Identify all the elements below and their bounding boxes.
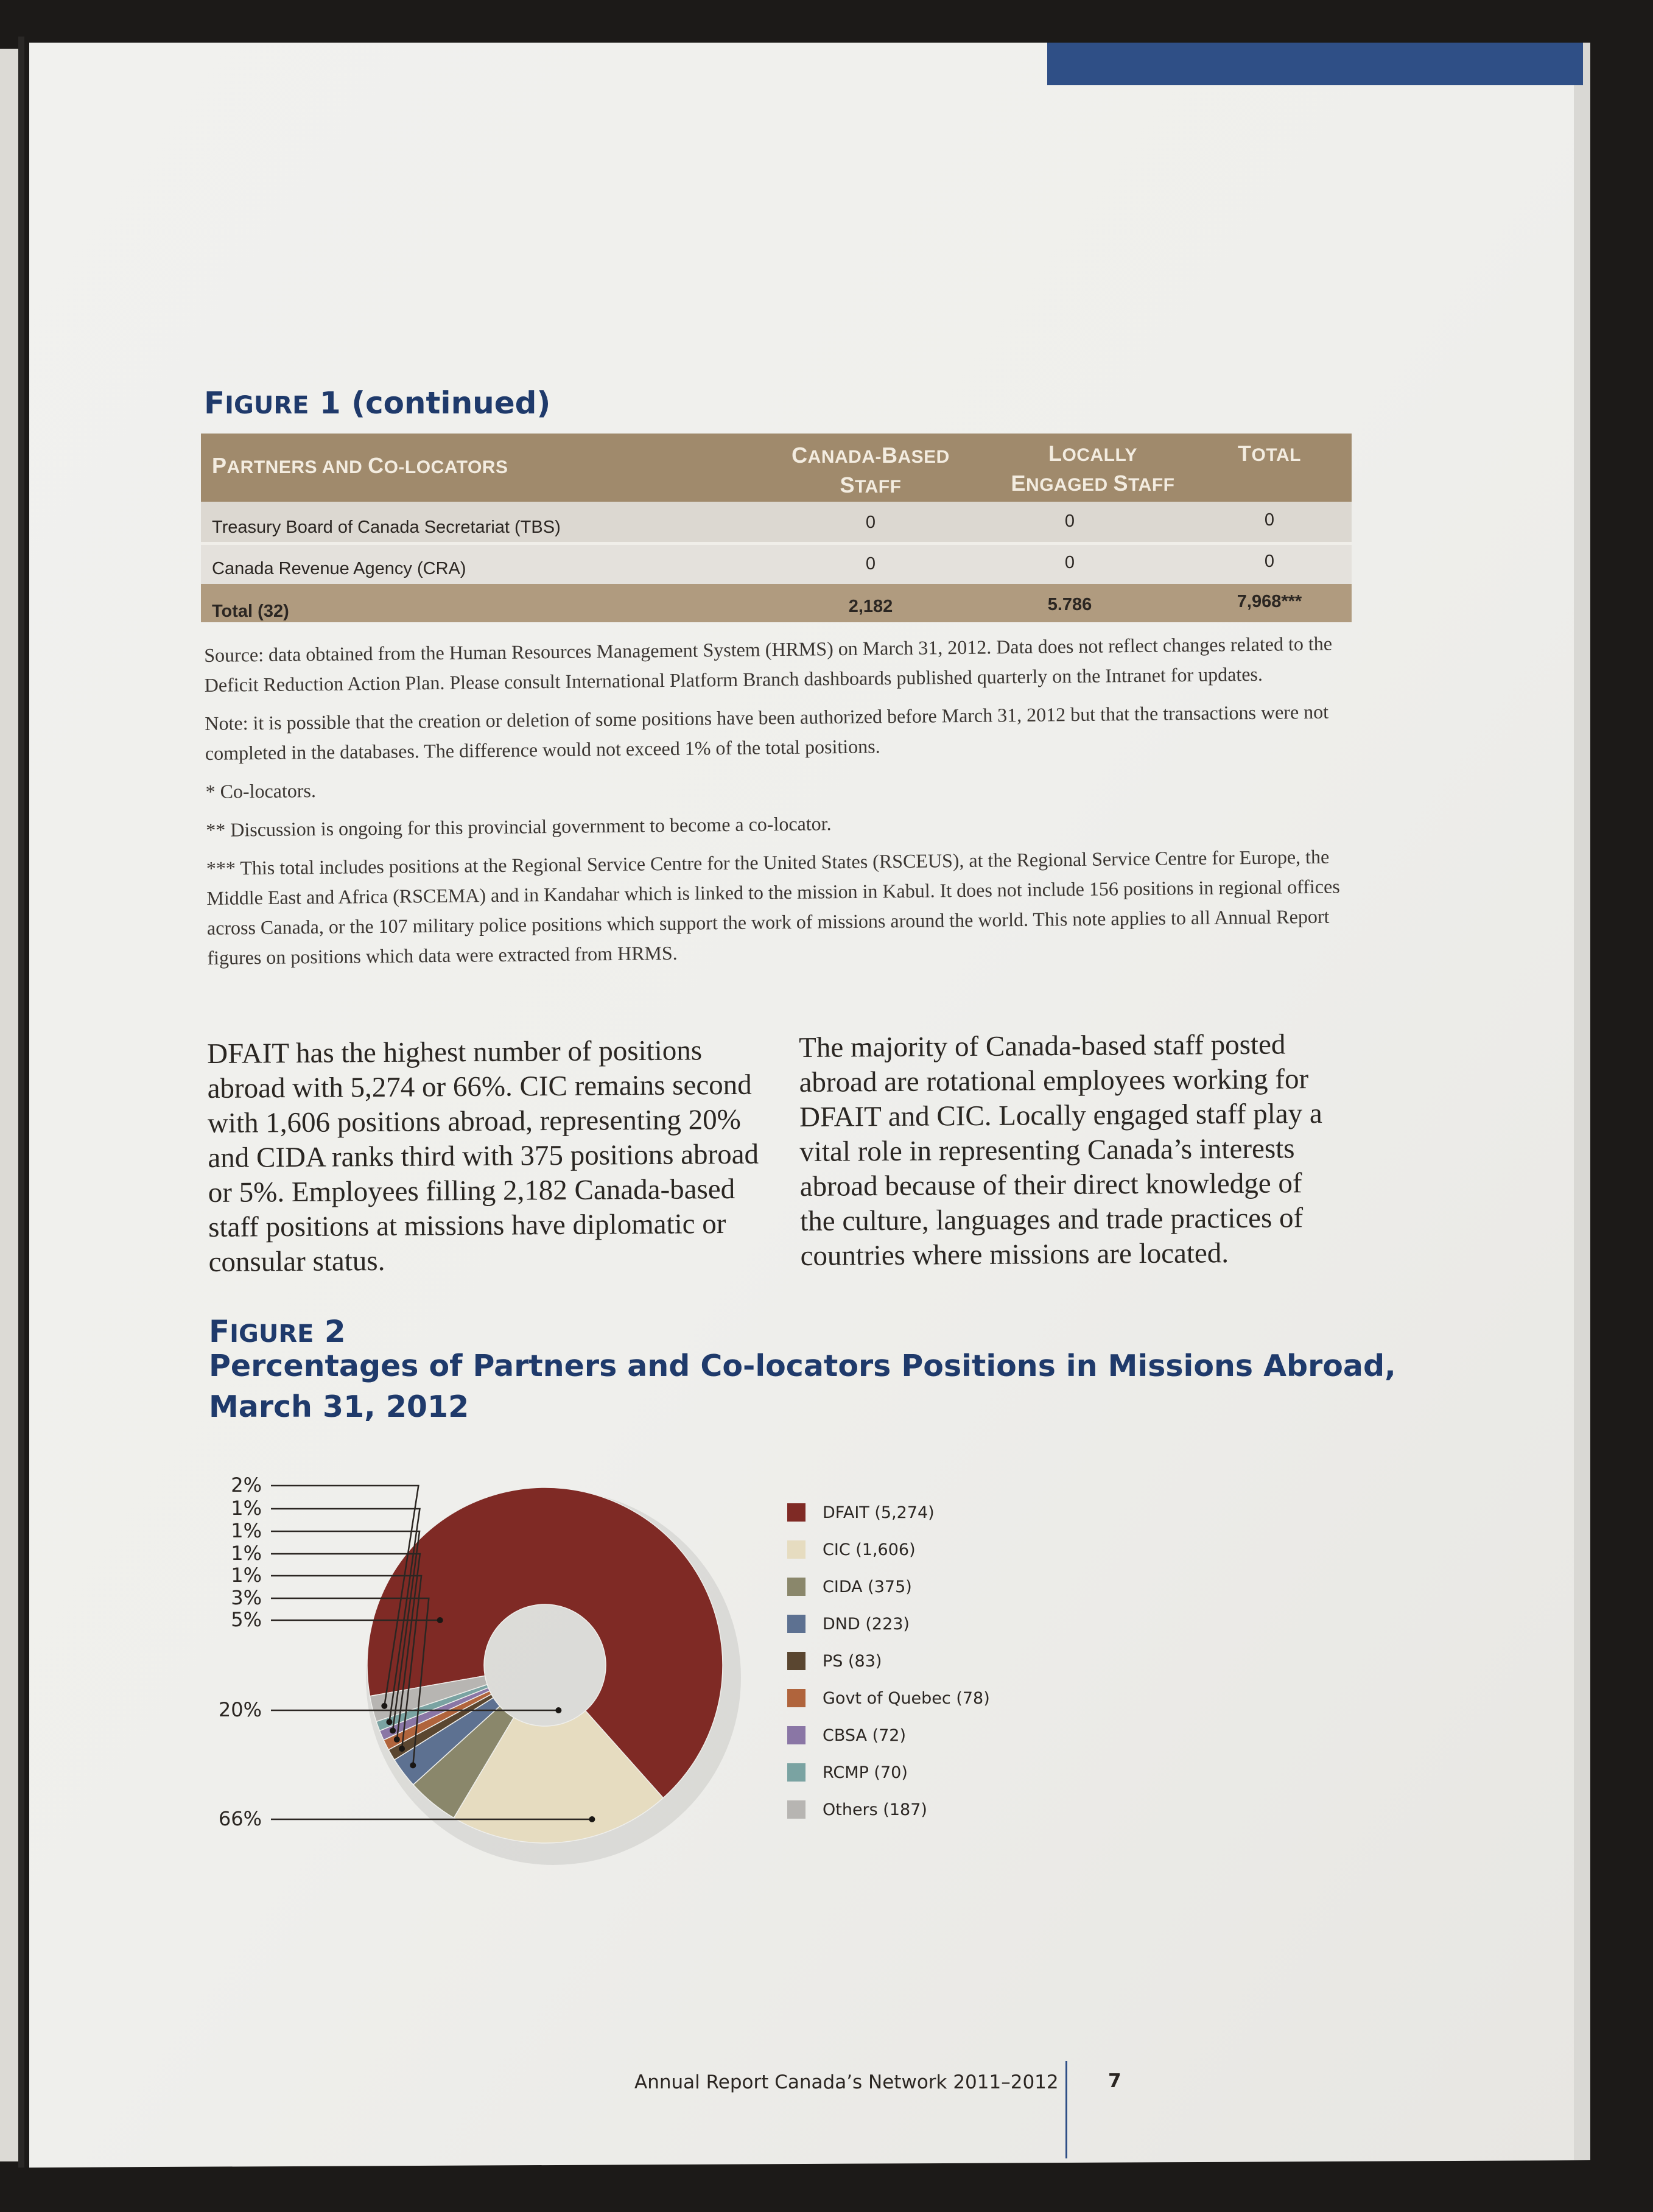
leader-dot	[555, 1707, 561, 1713]
row-name: Treasury Board of Canada Secretariat (TBS)	[212, 518, 561, 537]
footnote-1: * Co-locators.	[205, 779, 317, 802]
leader-dot	[381, 1703, 387, 1709]
total-total: 7,968***	[1237, 592, 1302, 611]
legend-label: PS (83)	[823, 1652, 882, 1671]
leader-dot	[399, 1746, 405, 1752]
percent-label: 3%	[231, 1586, 262, 1609]
legend-swatch	[787, 1689, 805, 1707]
figure1-table	[201, 434, 1352, 625]
footnote-2: ** Discussion is ongoing for this provincial government to become a co-locator.	[206, 812, 832, 841]
leader-dot	[437, 1617, 443, 1623]
figure1-notes	[204, 628, 1355, 973]
legend-swatch	[787, 1763, 805, 1782]
header-canada-based: CANADA-BASED STAFF	[791, 443, 950, 497]
row-total: 0	[1264, 552, 1275, 571]
percent-label: 1%	[231, 1564, 262, 1587]
leader-dot	[390, 1727, 396, 1733]
percent-label: 1%	[231, 1542, 262, 1565]
percent-label: 5%	[231, 1608, 262, 1631]
leader-dot	[394, 1736, 400, 1743]
figure2-label: FIGURE 2	[209, 1314, 346, 1349]
body-left-paragraph: DFAIT has the highest number of positions abroad with 5,274 or 66%. CIC remains second with 1,606 positions abroad, representing 20% and CIDA ranks third with 375 positions abroad or 5%. Employees filling 2,182 Canada-based staff positions at missions have diplomatic or consular status.	[207, 1034, 759, 1278]
leader-dot	[386, 1719, 392, 1725]
header-total: TOTAL	[1238, 441, 1301, 466]
header-partners: PARTNERS AND CO-LOCATORS	[212, 453, 508, 478]
legend-swatch	[787, 1503, 805, 1522]
note-text: Note: it is possible that the creation or deletion of some positions have been authorized before March 31, 2012 but that the transactions were not completed in the databases. The difference would not exceed 1% of the total positions.	[205, 700, 1329, 764]
leader-dot	[589, 1816, 595, 1822]
legend-label: CIC (1,606)	[823, 1540, 916, 1559]
legend-label: CIDA (375)	[823, 1578, 912, 1596]
leader-dot	[410, 1762, 416, 1768]
row-locally-engaged: 0	[1064, 553, 1075, 572]
legend-swatch	[787, 1540, 805, 1559]
top-accent-bar	[1047, 43, 1583, 85]
table-total-row	[201, 584, 1352, 622]
percent-label: 2%	[231, 1473, 262, 1497]
row-total: 0	[1264, 510, 1275, 530]
legend-label: DND (223)	[823, 1615, 910, 1634]
percent-label: 1%	[231, 1519, 262, 1542]
footnote-3: *** This total includes positions at the Regional Service Centre for the United States (RSCEUS), at the Regional Service Centre for Europe, the Middle East and Africa (RSCEMA) and in Kandahar which is linked to the mission in Kabul. It does not include 156 positions in regional offices across Canada, or the 107 military police positions which support the work of missions around the world. This note applies to all Annual Report figures on positions which data were extracted from HRMS.	[206, 845, 1340, 969]
percent-label: 1%	[231, 1497, 262, 1520]
figure2-title-line1: Percentages of Partners and Co-locators Positions in Missions Abroad,	[209, 1349, 1396, 1383]
legend-swatch	[787, 1578, 805, 1596]
legend-swatch	[787, 1726, 805, 1744]
percent-label: 66%	[218, 1807, 262, 1830]
percent-label: 20%	[218, 1698, 262, 1721]
legend-swatch	[787, 1800, 805, 1819]
legend-swatch	[787, 1615, 805, 1633]
header-locally-engaged: LOCALLY ENGAGED STAFF	[1011, 441, 1175, 496]
row-locally-engaged: 0	[1064, 511, 1075, 531]
row-name: Canada Revenue Agency (CRA)	[212, 559, 466, 578]
footer-divider	[1065, 2061, 1067, 2158]
figure1-title: FIGURE 1 (continued)	[204, 385, 551, 421]
total-locally-engaged: 5.786	[1047, 595, 1092, 614]
figure2-title-line2: March 31, 2012	[209, 1389, 469, 1424]
legend-label: Govt of Quebec (78)	[823, 1689, 990, 1708]
legend-label: Others (187)	[823, 1800, 927, 1819]
legend-label: CBSA (72)	[823, 1726, 907, 1745]
row-canada-based: 0	[865, 513, 876, 532]
legend-label: DFAIT (5,274)	[823, 1503, 935, 1522]
total-canada-based: 2,182	[848, 597, 893, 616]
footer-report-title: Annual Report Canada’s Network 2011–2012	[634, 2071, 1059, 2093]
body-right-paragraph: The majority of Canada-based staff posted abroad are rotational employees working for DFAIT and CIC. Locally engaged staff play a vital role in representing Canada’s interests abroad because of their direct knowledge of the culture, languages and trade practices of countries where missions are located.	[799, 1028, 1322, 1272]
source-note: Source: data obtained from the Human Resources Management System (HRMS) on March 31, 2012. Data does not reflect changes related to the Deficit Reduction Action Plan. Please consult International Platform Branch dashboards published quarterly on the Intranet for updates.	[204, 632, 1333, 696]
total-row-name: Total (32)	[212, 602, 289, 621]
legend-label: RCMP (70)	[823, 1763, 908, 1782]
legend-swatch	[787, 1652, 805, 1670]
page-number: 7	[1108, 2070, 1121, 2092]
row-canada-based: 0	[865, 554, 876, 574]
